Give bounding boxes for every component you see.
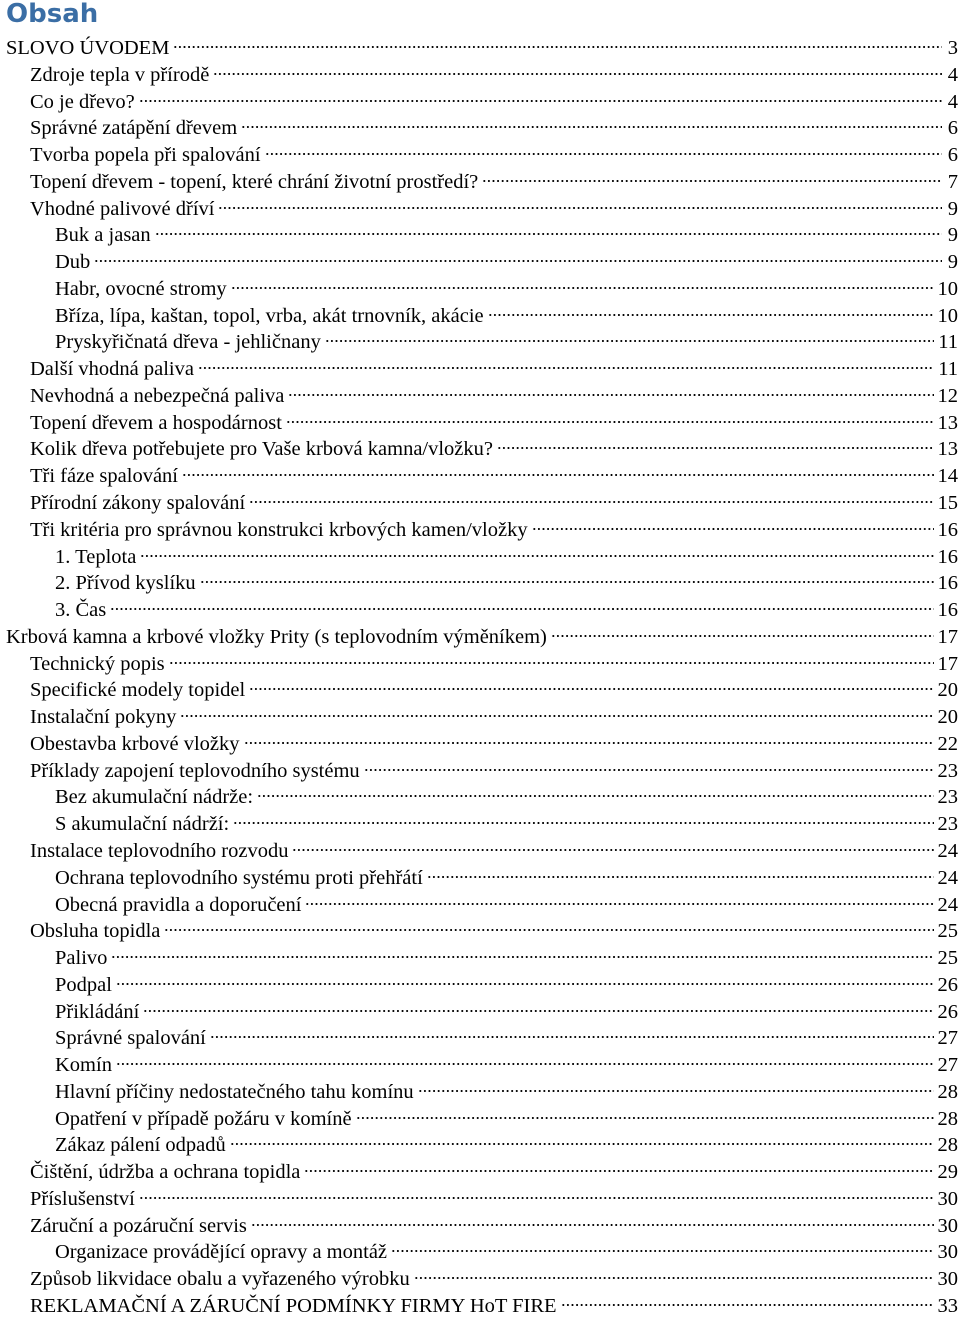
toc-entry-label: Další vhodná paliva — [30, 358, 194, 381]
toc-entry[interactable] — [0, 570, 958, 597]
toc-entry-label: Zákaz pálení odpadů — [55, 1134, 226, 1157]
toc-entry-label: Čištění, údržba a ochrana topidla — [30, 1161, 301, 1184]
toc-entry[interactable] — [0, 222, 958, 249]
toc-entry-label: 1. Teplota — [55, 545, 137, 568]
toc-page-number: 23 — [937, 786, 958, 809]
toc-page-number: 6 — [947, 117, 958, 140]
dot-leader — [249, 499, 933, 505]
toc-entry[interactable] — [0, 1239, 958, 1266]
dot-leader — [116, 1061, 934, 1067]
dot-leader — [482, 178, 942, 184]
toc-entry-label: Kolik dřeva potřebujete pro Vaše krbová kamna/vložku? — [30, 438, 494, 461]
dot-leader — [325, 338, 934, 344]
toc-entry[interactable] — [0, 62, 958, 89]
toc-page-number: 9 — [947, 197, 958, 220]
toc-entry[interactable] — [0, 945, 958, 972]
toc-entry-label: Nevhodná a nebezpečná paliva — [30, 384, 285, 407]
toc-entry[interactable] — [0, 115, 958, 142]
toc-page-number: 6 — [947, 144, 958, 167]
toc-entry[interactable] — [0, 89, 958, 116]
toc-entry-label: Bez akumulační nádrže: — [55, 786, 254, 809]
toc-entry-label: Co je dřevo? — [30, 90, 135, 113]
dot-leader — [233, 820, 933, 826]
toc-entry[interactable] — [0, 196, 958, 223]
toc-entry-label: Obecná pravidla a doporučení — [55, 893, 302, 916]
toc-entry-label: Záruční a pozáruční servis — [30, 1214, 247, 1237]
dot-leader — [182, 472, 934, 478]
toc-page-number: 26 — [937, 973, 958, 996]
dot-leader — [139, 98, 942, 104]
toc-entry[interactable] — [0, 918, 958, 945]
toc-entry[interactable] — [0, 35, 958, 62]
dot-leader — [139, 1195, 934, 1201]
toc-entry[interactable] — [0, 303, 958, 330]
toc-entry-label: Pryskyřičnatá dřeva - jehličnany — [55, 331, 321, 354]
toc-page-number: 24 — [937, 839, 958, 862]
toc-entry[interactable] — [0, 1025, 958, 1052]
toc-page-number: 30 — [937, 1187, 958, 1210]
dot-leader — [169, 660, 934, 666]
dot-leader — [143, 1008, 933, 1014]
dot-leader — [418, 1088, 934, 1094]
dot-leader — [231, 285, 934, 291]
toc-entry-label: Ochrana teplovodního systému proti přehřátí — [55, 866, 423, 889]
toc-entry[interactable] — [0, 1266, 958, 1293]
toc-entry-label: Topení dřevem - topení, které chrání životní prostředí? — [30, 170, 479, 193]
dot-leader — [532, 526, 934, 532]
toc-entry-label: Instalace teplovodního rozvodu — [30, 839, 289, 862]
toc-entry[interactable] — [0, 731, 958, 758]
toc-page-number: 24 — [937, 893, 958, 916]
dot-leader — [561, 1302, 934, 1308]
toc-entry[interactable] — [0, 677, 958, 704]
toc-page-number: 33 — [937, 1294, 958, 1317]
toc-page-number: 13 — [937, 438, 958, 461]
toc-entry[interactable] — [0, 249, 958, 276]
toc-entry-label: Zdroje tepla v přírodě — [30, 63, 210, 86]
dot-leader — [198, 365, 934, 371]
toc-page-number: 30 — [937, 1241, 958, 1264]
toc-page-number: 16 — [937, 572, 958, 595]
toc-entry-label: Krbová kamna a krbové vložky Prity (s teplovodním výměníkem) — [6, 625, 547, 648]
toc-page-number: 23 — [937, 759, 958, 782]
toc-page-number: 9 — [947, 251, 958, 274]
toc-entry[interactable] — [0, 704, 958, 731]
toc-entry-label: Dub — [55, 251, 91, 274]
toc-entry[interactable] — [0, 758, 958, 785]
toc-page-number: 10 — [937, 277, 958, 300]
toc-entry[interactable] — [0, 436, 958, 463]
toc-page-number: 20 — [937, 706, 958, 729]
dot-leader — [251, 1222, 934, 1228]
toc-page-number: 17 — [937, 652, 958, 675]
toc-entry[interactable] — [0, 999, 958, 1026]
dot-leader — [414, 1275, 934, 1281]
dot-leader — [257, 793, 933, 799]
toc-entry[interactable] — [0, 811, 958, 838]
toc-page-number: 22 — [937, 732, 958, 755]
page-title: Obsah — [6, 0, 99, 29]
toc-entry-label: Příklady zapojení teplovodního systému — [30, 759, 360, 782]
toc-entry-label: Bříza, lípa, kaštan, topol, vrba, akát trnovník, akácie — [55, 304, 484, 327]
dot-leader — [304, 1168, 933, 1174]
dot-leader — [249, 686, 933, 692]
toc-page-number: 24 — [937, 866, 958, 889]
dot-leader — [497, 445, 933, 451]
toc-page-number: 28 — [937, 1107, 958, 1130]
toc-entry[interactable] — [0, 1213, 958, 1240]
dot-leader — [164, 927, 933, 933]
toc-entry[interactable] — [0, 276, 958, 303]
dot-leader — [292, 847, 933, 853]
toc-entry[interactable] — [0, 383, 958, 410]
toc-entry-label: Hlavní příčiny nedostatečného tahu komínu — [55, 1080, 414, 1103]
toc-entry-label: Tři kritéria pro správnou konstrukci krbových kamen/vložky — [30, 518, 528, 541]
toc-page-number: 13 — [937, 411, 958, 434]
dot-leader — [551, 633, 934, 639]
toc-entry[interactable] — [0, 1079, 958, 1106]
dot-leader — [213, 71, 942, 77]
toc-page-number: 12 — [937, 384, 958, 407]
toc-entry-label: Způsob likvidace obalu a vyřazeného výrobku — [30, 1268, 410, 1291]
toc-entry[interactable] — [0, 624, 958, 651]
toc-entry-label: Palivo — [55, 947, 108, 970]
toc-page-number: 28 — [937, 1080, 958, 1103]
toc-entry[interactable] — [0, 838, 958, 865]
dot-leader — [288, 392, 933, 398]
toc-entry[interactable] — [0, 1159, 958, 1186]
toc-entry-label: Komín — [55, 1054, 112, 1077]
toc-entry[interactable] — [0, 544, 958, 571]
toc-entry-label: Obsluha topidla — [30, 920, 161, 943]
toc-page-number: 9 — [947, 224, 958, 247]
toc-entry[interactable] — [0, 356, 958, 383]
dot-leader — [155, 231, 942, 237]
toc-page-number: 4 — [947, 63, 958, 86]
toc-page-number: 10 — [937, 304, 958, 327]
dot-leader — [116, 981, 934, 987]
toc-entry[interactable] — [0, 463, 958, 490]
toc-entry-label: Habr, ovocné stromy — [55, 277, 227, 300]
toc-entry[interactable] — [0, 1106, 958, 1133]
toc-entry-label: Instalační pokyny — [30, 706, 177, 729]
toc-entry-label: Tvorba popela při spalování — [30, 144, 261, 167]
toc-entry-label: 3. Čas — [55, 599, 107, 622]
toc-entry-label: Topení dřevem a hospodárnost — [30, 411, 282, 434]
toc-entry-label: SLOVO ÚVODEM — [6, 37, 170, 59]
toc-entry-label: Buk a jasan — [55, 224, 151, 247]
toc-entry[interactable] — [0, 1052, 958, 1079]
dot-leader — [94, 258, 942, 264]
toc-entry-label: S akumulační nádrží: — [55, 813, 230, 836]
toc-entry-label: 2. Přívod kyslíku — [55, 572, 196, 595]
toc-entry-label: REKLAMAČNÍ A ZÁRUČNÍ PODMÍNKY FIRMY HoT FIRE — [30, 1294, 557, 1317]
toc-entry-label: Příslušenství — [30, 1187, 135, 1210]
toc-page-number: 15 — [937, 492, 958, 515]
toc-entry-label: Opatření v případě požáru v komíně — [55, 1107, 352, 1130]
dot-leader — [230, 1141, 934, 1147]
toc-entry-label: Správné spalování — [55, 1027, 206, 1050]
toc-entry-label: Technický popis — [30, 652, 165, 675]
dot-leader — [391, 1248, 933, 1254]
toc-page-number: 29 — [937, 1161, 958, 1184]
toc-page-number: 7 — [947, 170, 958, 193]
toc-page-number: 28 — [937, 1134, 958, 1157]
dot-leader — [200, 579, 934, 585]
dot-leader — [173, 44, 942, 50]
toc-entry[interactable] — [0, 142, 958, 169]
toc-entry-label: Obestavba krbové vložky — [30, 732, 240, 755]
toc-page-number: 23 — [937, 813, 958, 836]
dot-leader — [140, 553, 933, 559]
dot-leader — [111, 954, 933, 960]
dot-leader — [364, 767, 934, 773]
toc-entry[interactable] — [0, 169, 958, 196]
toc-entry[interactable] — [0, 865, 958, 892]
toc-entry[interactable] — [0, 517, 958, 544]
toc-page-number: 25 — [937, 920, 958, 943]
dot-leader — [210, 1034, 934, 1040]
toc-entry[interactable] — [0, 490, 958, 517]
dot-leader — [244, 740, 934, 746]
toc-entry[interactable] — [0, 410, 958, 437]
dot-leader — [305, 901, 933, 907]
dot-leader — [427, 874, 934, 880]
toc-entry-label: Správné zatápění dřevem — [30, 117, 238, 140]
toc-page-number: 11 — [938, 358, 958, 381]
table-of-contents — [0, 35, 958, 1320]
toc-page-number: 16 — [937, 599, 958, 622]
toc-entry[interactable] — [0, 597, 958, 624]
dot-leader — [110, 606, 933, 612]
toc-entry-label: Tři fáze spalování — [30, 465, 178, 488]
dot-leader — [488, 312, 934, 318]
toc-entry[interactable] — [0, 1293, 958, 1320]
toc-entry-label: Podpal — [55, 973, 112, 996]
toc-page-number: 14 — [937, 465, 958, 488]
toc-entry[interactable] — [0, 1132, 958, 1159]
toc-page-number: 30 — [937, 1214, 958, 1237]
dot-leader — [356, 1115, 934, 1121]
dot-leader — [286, 419, 934, 425]
toc-page-number: 11 — [938, 331, 958, 354]
toc-page-number: 16 — [937, 545, 958, 568]
dot-leader — [218, 205, 942, 211]
toc-page-number: 20 — [937, 679, 958, 702]
toc-page-number: 27 — [937, 1054, 958, 1077]
toc-entry-label: Vhodné palivové dříví — [30, 197, 215, 220]
toc-page-number: 3 — [947, 37, 958, 59]
toc-entry[interactable] — [0, 1186, 958, 1213]
dot-leader — [241, 124, 942, 130]
dot-leader — [265, 151, 942, 157]
toc-page-number: 30 — [937, 1268, 958, 1291]
toc-page-number: 16 — [937, 518, 958, 541]
toc-page-number: 26 — [937, 1000, 958, 1023]
toc-entry[interactable] — [0, 892, 958, 919]
toc-page-number: 27 — [937, 1027, 958, 1050]
toc-entry[interactable] — [0, 972, 958, 999]
toc-page-number: 25 — [937, 947, 958, 970]
dot-leader — [180, 713, 933, 719]
toc-entry-label: Specifické modely topidel — [30, 679, 246, 702]
toc-entry-label: Přírodní zákony spalování — [30, 492, 246, 515]
toc-entry[interactable] — [0, 651, 958, 678]
toc-entry[interactable] — [0, 784, 958, 811]
toc-entry[interactable] — [0, 329, 958, 356]
toc-page-number: 4 — [947, 90, 958, 113]
toc-page-number: 17 — [937, 625, 958, 648]
toc-entry-label: Přikládání — [55, 1000, 140, 1023]
toc-entry-label: Organizace provádějící opravy a montáž — [55, 1241, 388, 1264]
